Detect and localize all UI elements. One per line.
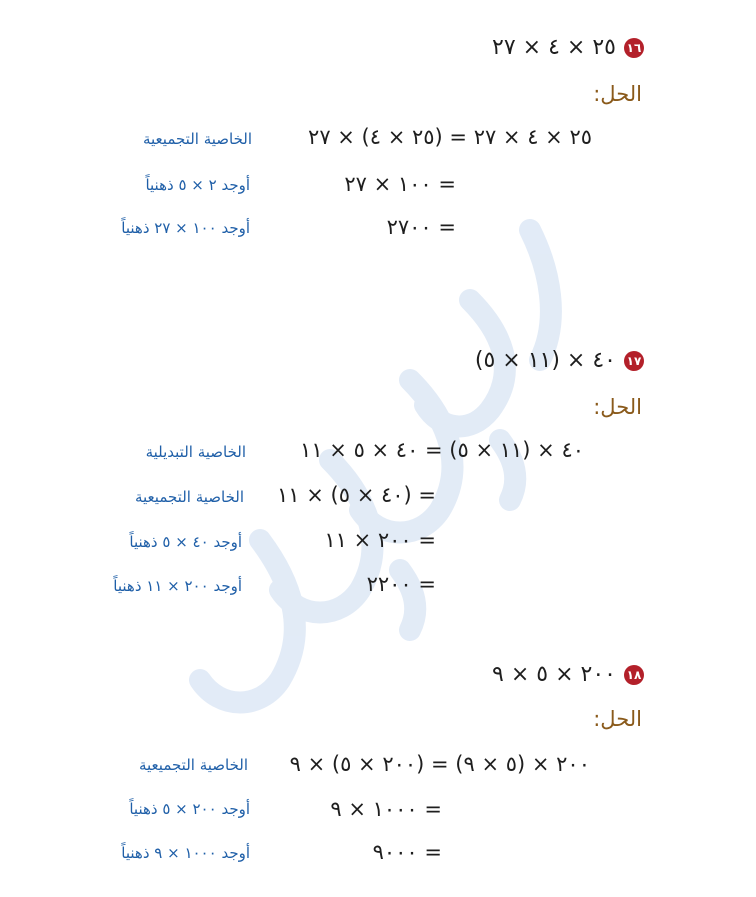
- step-note: الخاصية التجميعية: [134, 488, 244, 506]
- step-note: الخاصية التبديلية: [145, 443, 246, 461]
- problem-17: [475, 348, 644, 373]
- watermark-logo: [170, 210, 590, 730]
- problem-18: [492, 662, 644, 687]
- step-note: الخاصية التجميعية: [138, 756, 248, 774]
- problem-16: [492, 35, 644, 60]
- problem-expression: ٢٥ × ٤ × ٢٧: [492, 35, 616, 60]
- step-equation: ٤٠ × (١١ × ٥) = ٤٠ × ٥ × ١١: [300, 438, 584, 462]
- problem-number-badge: ١٧: [624, 351, 644, 371]
- step-equation: = ٢٧٠٠: [386, 215, 456, 239]
- step-note: أوجد ٢ × ٥ ذهنياً: [145, 176, 250, 194]
- step-note: الخاصية التجميعية: [142, 130, 252, 148]
- problem-expression: ٢٠٠ × ٥ × ٩: [492, 662, 616, 687]
- step-equation: = ١٠٠٠ × ٩: [330, 797, 442, 821]
- problem-number-badge: ١٦: [624, 38, 644, 58]
- step-equation: ٢٠٠ × (٥ × ٩) = (٢٠٠ × ٥) × ٩: [289, 752, 590, 776]
- step-equation: ٢٥ × ٤ × ٢٧ = (٢٥ × ٤) × ٢٧: [308, 125, 592, 149]
- step-note: أوجد ١٠٠ × ٢٧ ذهنياً: [121, 219, 250, 237]
- step-equation: = ٢٢٠٠: [366, 572, 436, 596]
- step-equation: = ٩٠٠٠: [372, 840, 442, 864]
- solution-label: الحل:: [593, 395, 642, 419]
- step-note: أوجد ١٠٠٠ × ٩ ذهنياً: [121, 844, 250, 862]
- step-equation: = (٤٠ × ٥) × ١١: [277, 483, 436, 507]
- step-note: أوجد ٤٠ × ٥ ذهنياً: [129, 533, 242, 551]
- step-note: أوجد ٢٠٠ × ٥ ذهنياً: [129, 800, 250, 818]
- problem-expression: ٤٠ × (١١ × ٥): [474, 348, 616, 373]
- solution-label: الحل:: [593, 707, 642, 731]
- solution-label: الحل:: [593, 82, 642, 106]
- step-equation: = ٢٠٠ × ١١: [324, 528, 436, 552]
- step-note: أوجد ٢٠٠ × ١١ ذهنياً: [113, 577, 242, 595]
- step-equation: = ١٠٠ × ٢٧: [344, 172, 456, 196]
- problem-number-badge: ١٨: [624, 665, 644, 685]
